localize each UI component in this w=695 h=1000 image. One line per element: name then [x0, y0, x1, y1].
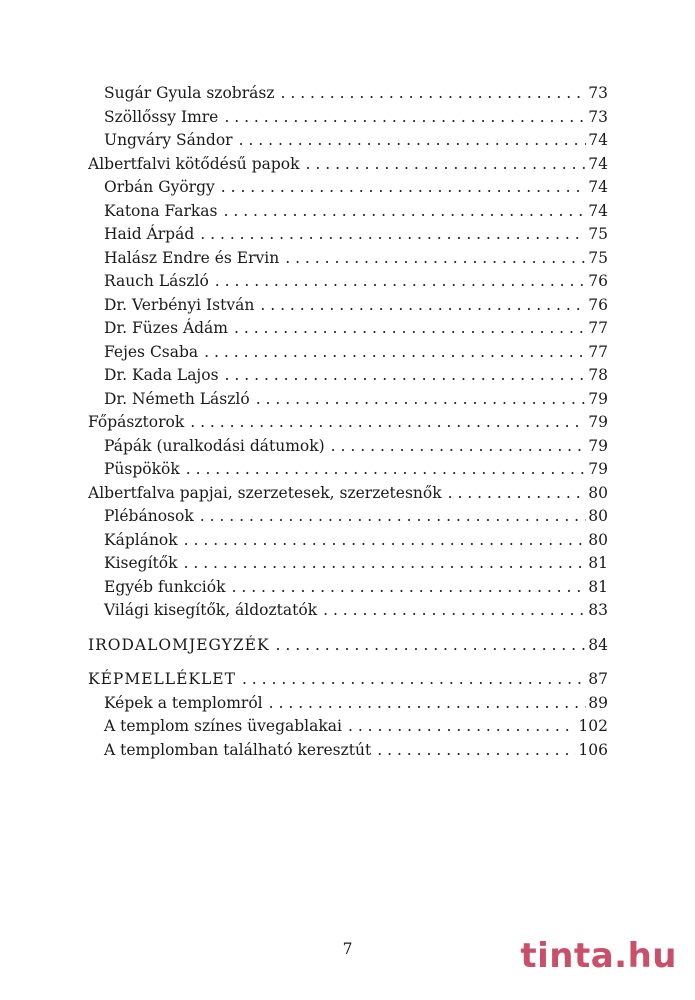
dot-leader [256, 388, 587, 412]
toc-entry-page: 84 [588, 635, 608, 654]
toc-entry-page: 81 [588, 577, 608, 596]
toc-entry-page: 74 [588, 154, 608, 173]
toc-entry-page: 79 [588, 413, 608, 431]
toc-entry-title: Kisegítők [104, 554, 178, 572]
toc-entry [88, 576, 608, 600]
toc-entry-page: 78 [588, 366, 608, 384]
toc-entry-page: 80 [588, 507, 608, 525]
dot-leader [242, 668, 586, 692]
dot-leader [221, 176, 587, 200]
toc-entry-page: 87 [588, 670, 608, 688]
toc-entry-title: Káplánok [104, 530, 178, 549]
toc-entry-title: Katona Farkas [104, 201, 218, 220]
toc-entry-page: 74 [588, 178, 608, 196]
dot-leader [215, 270, 586, 294]
toc-entry [88, 176, 608, 200]
toc-entry-title: Pápák (uralkodási dátumok) [104, 436, 325, 455]
toc-entry-page: 77 [588, 319, 608, 337]
dot-leader [348, 715, 576, 739]
dot-leader [377, 739, 576, 763]
toc-entry-title: KÉPMELLÉKLET [88, 670, 236, 688]
dot-leader [234, 317, 586, 341]
toc-entry [88, 223, 608, 247]
dot-leader [323, 599, 586, 623]
dot-leader [285, 247, 586, 271]
toc-entry-title: Dr. Németh László [104, 389, 250, 408]
toc-entry-title: Világi kisegítők, áldoztatók [104, 601, 318, 619]
toc-entry [88, 82, 608, 106]
toc-entry [88, 129, 608, 153]
toc-entry-page: 73 [588, 84, 608, 102]
toc-entry [88, 294, 608, 318]
toc-entry-page: 81 [588, 554, 608, 572]
toc-entry-title: Dr. Kada Lajos [104, 366, 219, 384]
toc-entry-title: Haid Árpád [104, 225, 195, 243]
dot-leader [184, 552, 587, 576]
toc-entry [88, 435, 608, 459]
toc-entry [88, 106, 608, 130]
dot-leader [225, 364, 587, 388]
toc-entry-title: Albertfalva papjai, szerzetesek, szerzetesnők [88, 483, 442, 502]
dot-leader [200, 223, 586, 247]
toc-entry [88, 247, 608, 271]
toc-entry [88, 317, 608, 341]
toc-entry [88, 552, 608, 576]
toc-entry-title: Püspökök [104, 460, 180, 478]
toc-entry [88, 341, 608, 365]
toc-entry-title: Orbán György [104, 178, 215, 196]
toc-entry [88, 482, 608, 506]
toc-entry-page: 75 [588, 248, 608, 267]
toc-entry [88, 153, 608, 177]
toc-entry-page: 83 [588, 601, 608, 619]
watermark-logo: tinta.hu [520, 936, 677, 976]
toc-entry [88, 634, 608, 658]
toc-entry-title: Képek a templomról [104, 693, 263, 712]
dot-leader [186, 458, 587, 482]
dot-leader [224, 106, 586, 130]
table-of-contents [88, 82, 608, 762]
toc-entry-title: A templom színes üvegablakai [104, 717, 342, 735]
dot-leader [190, 411, 586, 435]
toc-entry-title: Rauch László [104, 272, 209, 290]
dot-leader [281, 82, 587, 106]
dot-leader [204, 341, 586, 365]
toc-entry-title: Fejes Csaba [104, 342, 199, 361]
toc-entry-title: Dr. Verbényi István [104, 295, 255, 314]
toc-entry-title: Halász Endre és Ervin [104, 248, 280, 267]
toc-entry-title: Szöllőssy Imre [104, 107, 219, 126]
page-number: 7 [342, 940, 353, 958]
toc-entry-title: Dr. Füzes Ádám [104, 319, 228, 337]
toc-entry-title: Sugár Gyula szobrász [104, 84, 275, 102]
toc-entry [88, 739, 608, 763]
toc-entry [88, 458, 608, 482]
toc-entry [88, 200, 608, 224]
dot-leader [260, 294, 586, 318]
toc-entry-title: A templomban található keresztút [104, 740, 372, 759]
toc-entry-title: Egyéb funkciók [104, 577, 226, 596]
toc-entry-page: 74 [588, 201, 608, 220]
toc-entry-page: 75 [588, 225, 608, 243]
dot-leader [223, 200, 586, 224]
toc-entry-page: 79 [588, 436, 608, 455]
toc-entry [88, 692, 608, 716]
dot-leader [184, 529, 587, 553]
toc-entry [88, 505, 608, 529]
dot-leader [306, 153, 587, 177]
toc-entry-title: Albertfalvi kötődésű papok [88, 154, 300, 173]
toc-entry-page: 74 [588, 131, 608, 149]
dot-leader [200, 505, 587, 529]
toc-entry-page: 80 [588, 530, 608, 549]
toc-entry-page: 79 [588, 389, 608, 408]
toc-entry [88, 364, 608, 388]
toc-entry [88, 668, 608, 692]
toc-entry [88, 270, 608, 294]
toc-entry-title: IRODALOMJEGYZÉK [88, 635, 270, 654]
toc-entry-page: 73 [588, 107, 608, 126]
toc-entry-title: Plébánosok [104, 507, 194, 525]
toc-entry-page: 80 [588, 483, 608, 502]
toc-entry [88, 411, 608, 435]
dot-leader [269, 692, 587, 716]
toc-entry-title: Ungváry Sándor [104, 131, 233, 149]
dot-leader [448, 482, 587, 506]
toc-entry-page: 106 [578, 740, 608, 759]
toc-entry-page: 76 [588, 272, 608, 290]
toc-entry [88, 529, 608, 553]
toc-entry [88, 388, 608, 412]
dot-leader [331, 435, 587, 459]
toc-entry-page: 77 [588, 342, 608, 361]
dot-leader [239, 129, 587, 153]
toc-entry [88, 599, 608, 623]
toc-entry-page: 102 [578, 717, 608, 735]
toc-entry-page: 76 [588, 295, 608, 314]
toc-entry-page: 89 [588, 693, 608, 712]
toc-entry-title: Főpásztorok [88, 413, 185, 431]
dot-leader [276, 634, 587, 658]
dot-leader [231, 576, 586, 600]
toc-entry-page: 79 [588, 460, 608, 478]
toc-entry [88, 715, 608, 739]
